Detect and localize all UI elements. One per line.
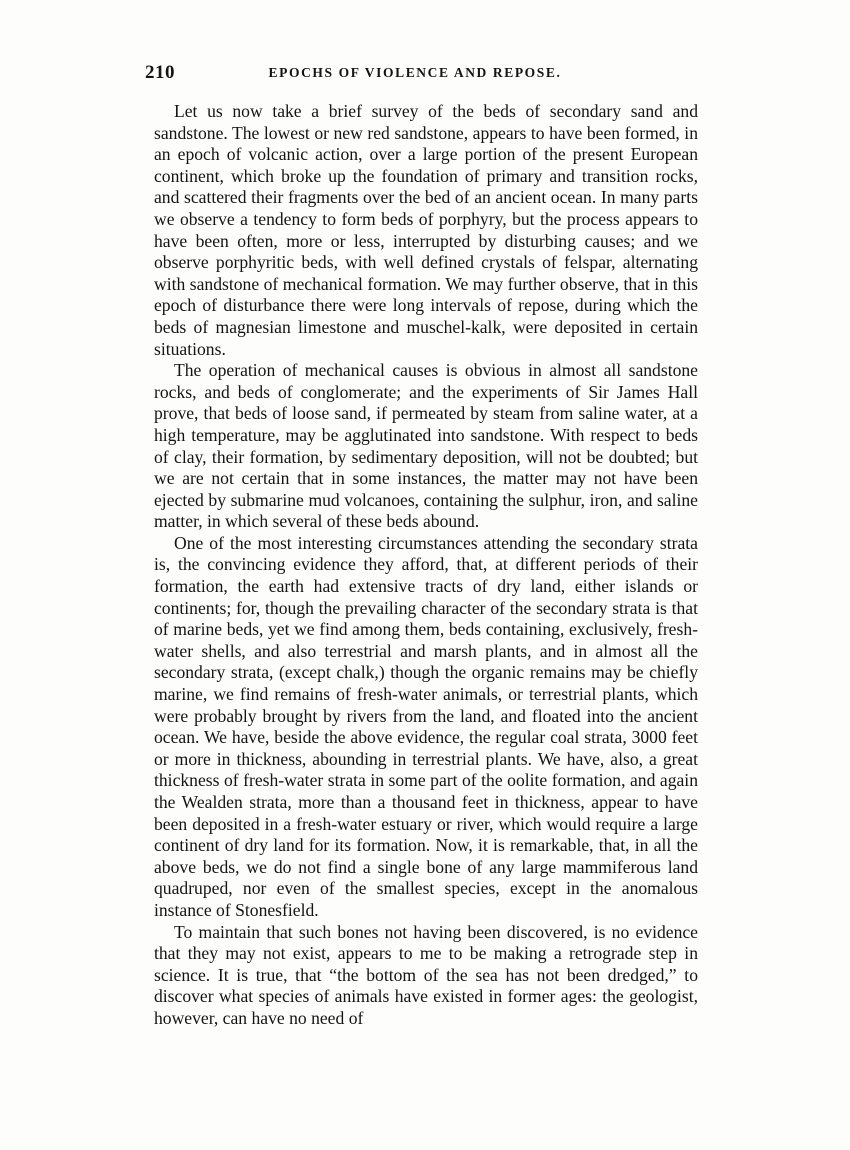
paragraph-3: One of the most interesting circumstances attending the secondary strata is, the convincing evidence they afford, that, at different periods of their formation, the earth had extensive tracts of dry land, either islands or continents; for, though the prevailing character of the secondary strata is that of marine beds, yet we find among them, beds containing, exclusively, fresh-water shells, and also terrestrial and marsh plants, and in almost all the secondary strata, (except chalk,) though the organic remains may be chiefly marine, we find remains of fresh-water animals, or terrestrial plants, which were probably brought by rivers from the land, and floated into the ancient ocean. We have, beside the above evidence, the regular coal strata, 3000 feet or more in thickness, abounding in terrestrial plants. We have, also, a great thickness of fresh-water strata in some part of the oolite formation, and again the Wealden strata, more than a thousand feet in thickness, appear to have been deposited in a fresh-water estuary or river, which would require a large continent of dry land for its formation. Now, it is remarkable, that, in all the above beds, we do not find a single bone of any large mammiferous land quadruped, nor even of the smallest species, except in the anomalous instance of Stonesfield. bbox=[154, 532, 698, 920]
page-number: 210 bbox=[145, 62, 175, 83]
body-text bbox=[154, 101, 698, 1030]
paragraph-2: The operation of mechanical causes is obvious in almost all sandstone rocks, and beds of conglomerate; and the experiments of Sir James Hall prove, that beds of loose sand, if permeated by steam from saline water, at a high temperature, may be agglutinated into sandstone. With respect to beds of clay, their formation, by sedimentary deposition, will not be doubted; but we are not certain that in some instances, the matter may not have been ejected by submarine mud volcanoes, containing the sulphur, iron, and saline matter, in which several of these beds abound. bbox=[154, 360, 698, 532]
running-title: EPOCHS OF VIOLENCE AND REPOSE. bbox=[268, 65, 562, 80]
paragraph-4: To maintain that such bones not having been discovered, is no evidence that they may not exist, appears to me to be making a retrograde step in science. It is true, that “the bottom of the sea has not been dredged,” to discover what species of animals have existed in former ages: the geologist, however, can have no need of bbox=[154, 921, 698, 1028]
paragraph-1: Let us now take a brief survey of the beds of secondary sand and sandstone. The lowest or new red sandstone, appears to have been formed, in an epoch of volcanic action, over a large portion of the present European continent, which broke up the foundation of primary and transition rocks, and scattered their fragments over the bed of an ancient ocean. In many parts we observe a tendency to form beds of porphyry, but the process appears to have been often, more or less, interrupted by disturbing causes; and we observe porphyritic beds, with well defined crystals of felspar, alternating with sandstone of mechanical formation. We may further observe, that in this epoch of disturbance there were long intervals of repose, during which the beds of magnesian limestone and muschel-kalk, were deposited in certain situations. bbox=[154, 101, 698, 359]
running-head bbox=[145, 62, 685, 86]
